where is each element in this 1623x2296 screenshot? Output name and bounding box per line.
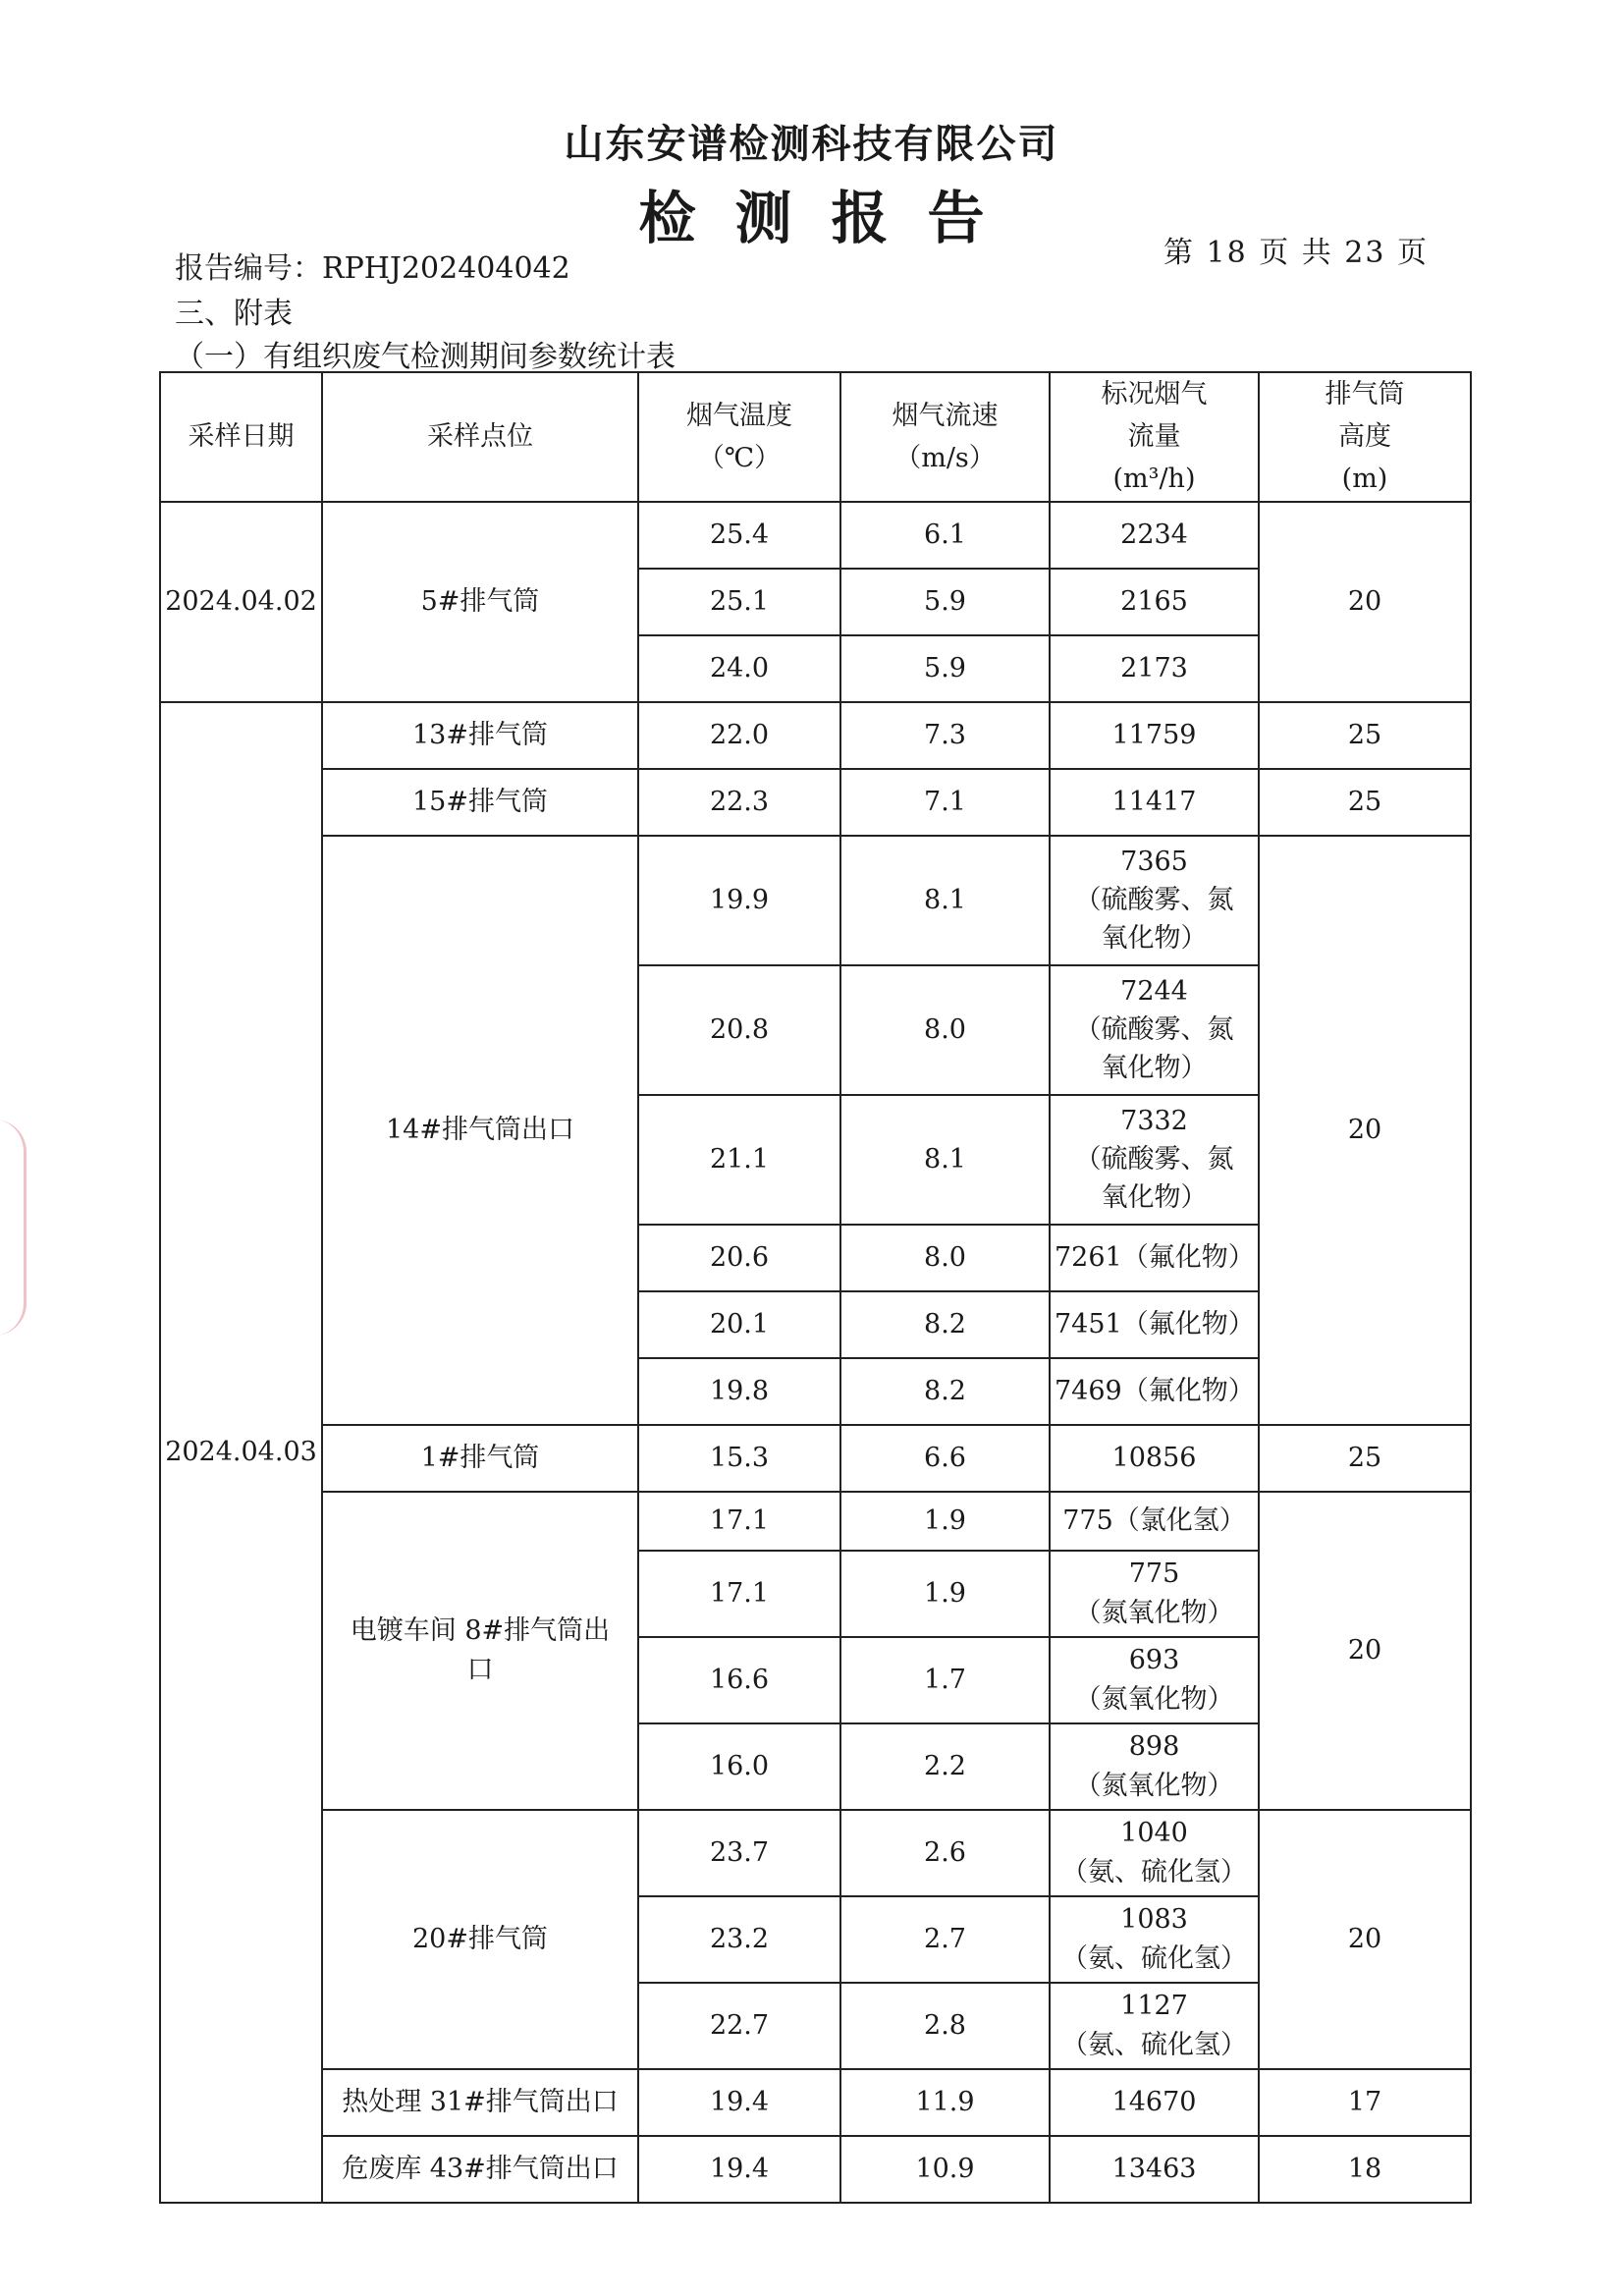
flow-cell: [1050, 1896, 1259, 1983]
velocity-value: 11.9: [915, 2086, 975, 2117]
sampling-point-cell: [322, 1492, 638, 1810]
flow-value: 7244: [1120, 975, 1188, 1007]
flow-cell: [1050, 635, 1259, 702]
sampling-point-cell: [322, 836, 638, 1425]
flow-value: 氧化物）: [1101, 1182, 1208, 1214]
temperature-value: 23.2: [709, 1923, 770, 1954]
velocity-cell: [840, 1291, 1050, 1358]
stack-height-value: 17: [1347, 2086, 1382, 2117]
subsection-heading: （一）有组织废气检测期间参数统计表: [175, 340, 676, 374]
table-row: [160, 2069, 1471, 2136]
velocity-cell: [840, 1358, 1050, 1425]
header-height: [1259, 372, 1471, 502]
flow-value: 775（氯化氢）: [1062, 1504, 1246, 1536]
velocity-cell: [840, 1723, 1050, 1810]
flow-value: （氮氧化物）: [1074, 1597, 1234, 1628]
velocity-cell: [840, 702, 1050, 769]
velocity-value: 5.9: [924, 652, 966, 683]
stack-height-cell: [1259, 502, 1471, 702]
table-body: [160, 502, 1471, 2203]
flow-cell: [1050, 1637, 1259, 1723]
table-row: [160, 836, 1471, 965]
stack-height-value: 25: [1347, 719, 1382, 750]
seal-stamp-edge: [0, 1120, 27, 1336]
header-temp: [638, 372, 840, 502]
header-date: 采样日期: [160, 372, 322, 502]
velocity-value: 6.6: [924, 1442, 966, 1473]
sampling-point: 5#排气筒: [420, 585, 540, 617]
flow-value: 1040: [1120, 1818, 1188, 1849]
velocity-value: 8.2: [924, 1308, 966, 1339]
header-speed-line: 烟气流速: [892, 400, 999, 431]
temperature-cell: [638, 769, 840, 836]
stack-height-cell: [1259, 1492, 1471, 1810]
sampling-point: 口: [466, 1654, 494, 1685]
temperature-cell: [638, 1095, 840, 1225]
section-heading: 三、附表: [175, 297, 293, 331]
table-row: [160, 702, 1471, 769]
sampling-date: 2024.04.03: [165, 1436, 317, 1467]
temperature-cell: [638, 1896, 840, 1983]
flow-value: （氨、硫化氢）: [1061, 1856, 1247, 1887]
velocity-value: 7.3: [924, 719, 966, 750]
header-temp-unit: （℃）: [697, 442, 782, 473]
stack-height-value: 25: [1347, 786, 1382, 817]
sampling-date-cell: [160, 702, 322, 2203]
company-name: 山东安谱检测科技有限公司: [564, 121, 1059, 167]
stack-height-cell: [1259, 702, 1471, 769]
header-flow: [1050, 372, 1259, 502]
temperature-value: 19.4: [709, 2086, 770, 2117]
temperature-cell: [638, 1810, 840, 1896]
velocity-cell: [840, 502, 1050, 569]
temperature-cell: [638, 1637, 840, 1723]
temperature-cell: [638, 1425, 840, 1492]
header-flow-line: 流量: [1127, 421, 1181, 453]
velocity-cell: [840, 1095, 1050, 1225]
flow-value: 11417: [1111, 786, 1197, 817]
flow-cell: [1050, 1983, 1259, 2069]
velocity-cell: [840, 1492, 1050, 1551]
sampling-point: 15#排气筒: [412, 786, 548, 817]
velocity-value: 1.9: [924, 1577, 966, 1609]
table-row: [160, 2136, 1471, 2203]
flow-cell: [1050, 2069, 1259, 2136]
flow-cell: [1050, 1358, 1259, 1425]
temperature-cell: [638, 502, 840, 569]
flow-cell: [1050, 836, 1259, 965]
velocity-value: 6.1: [924, 519, 966, 550]
temperature-value: 22.3: [709, 786, 770, 817]
temperature-cell: [638, 1492, 840, 1551]
flow-value: 10856: [1111, 1442, 1197, 1473]
velocity-value: 8.0: [924, 1241, 966, 1273]
flow-value: 13463: [1111, 2153, 1197, 2184]
velocity-cell: [840, 769, 1050, 836]
velocity-value: 8.0: [924, 1013, 966, 1045]
flow-cell: [1050, 769, 1259, 836]
temperature-cell: [638, 569, 840, 635]
velocity-cell: [840, 2136, 1050, 2203]
temperature-value: 15.3: [709, 1442, 770, 1473]
sampling-point-cell: [322, 1810, 638, 2069]
header-flow-unit: (m³/h): [1112, 464, 1196, 495]
flow-value: 775: [1128, 1558, 1180, 1590]
stack-height-cell: [1259, 836, 1471, 1425]
temperature-value: 22.7: [709, 2009, 770, 2041]
stack-height-value: 18: [1347, 2153, 1382, 2184]
flow-value: 14670: [1111, 2086, 1197, 2117]
header-speed-unit: （m/s）: [894, 442, 996, 473]
velocity-value: 5.9: [924, 585, 966, 617]
header-temp-line: 烟气温度: [686, 400, 792, 431]
header-speed: [840, 372, 1050, 502]
stack-height-value: 25: [1347, 1442, 1382, 1473]
temperature-value: 20.8: [709, 1013, 770, 1045]
flow-cell: [1050, 569, 1259, 635]
temperature-cell: [638, 1723, 840, 1810]
page-indicator: 第 18 页 共 23 页: [1163, 236, 1429, 270]
stack-height-cell: [1259, 2136, 1471, 2203]
velocity-value: 2.2: [924, 1750, 966, 1781]
velocity-value: 2.8: [924, 2009, 966, 2041]
temperature-value: 25.1: [709, 585, 770, 617]
flow-cell: [1050, 1492, 1259, 1551]
flow-value: 氧化物）: [1101, 923, 1208, 955]
header-point: 采样点位: [322, 372, 638, 502]
sampling-date-cell: [160, 502, 322, 702]
flow-value: 氧化物）: [1101, 1053, 1208, 1084]
velocity-value: 2.7: [924, 1923, 966, 1954]
velocity-value: 1.9: [924, 1504, 966, 1536]
flow-cell: [1050, 1291, 1259, 1358]
sampling-point-cell: [322, 502, 638, 702]
temperature-value: 19.8: [709, 1375, 770, 1406]
temperature-value: 16.6: [709, 1664, 770, 1695]
flow-value: （氮氧化物）: [1074, 1770, 1234, 1801]
sampling-point-cell: [322, 1425, 638, 1492]
flow-cell: [1050, 1095, 1259, 1225]
stack-height-value: 20: [1347, 1923, 1382, 1954]
flow-cell: [1050, 502, 1259, 569]
flow-value: 898: [1128, 1731, 1180, 1763]
flow-value: （硫酸雾、氮: [1074, 1013, 1234, 1045]
temperature-cell: [638, 1225, 840, 1291]
flow-value: 2173: [1120, 652, 1188, 683]
velocity-cell: [840, 1810, 1050, 1896]
sampling-point: 危废库 43#排气筒出口: [342, 2153, 619, 2184]
temperature-value: 23.7: [709, 1836, 770, 1868]
flow-cell: [1050, 1225, 1259, 1291]
flow-value: 7469（氟化物）: [1055, 1375, 1255, 1406]
temperature-cell: [638, 1291, 840, 1358]
flow-value: 1083: [1120, 1904, 1188, 1936]
temperature-cell: [638, 2136, 840, 2203]
velocity-value: 8.1: [924, 884, 966, 915]
header-height-unit: (m): [1341, 464, 1388, 495]
sampling-point-cell: [322, 702, 638, 769]
flow-value: （氨、硫化氢）: [1061, 2029, 1247, 2060]
velocity-cell: [840, 1896, 1050, 1983]
temperature-cell: [638, 1358, 840, 1425]
flow-value: 7332: [1120, 1105, 1188, 1136]
velocity-value: 1.7: [924, 1664, 966, 1695]
temperature-value: 24.0: [709, 652, 770, 683]
table-row: [160, 502, 1471, 569]
flow-cell: [1050, 2136, 1259, 2203]
velocity-cell: [840, 836, 1050, 965]
document-title: 检测报告: [638, 185, 1024, 251]
flow-cell: [1050, 702, 1259, 769]
temperature-cell: [638, 635, 840, 702]
sampling-point: 1#排气筒: [420, 1442, 540, 1473]
velocity-cell: [840, 1983, 1050, 2069]
sampling-point: 热处理 31#排气筒出口: [342, 2086, 619, 2117]
table-row: [160, 769, 1471, 836]
stack-height-cell: [1259, 2069, 1471, 2136]
report-number: 报告编号：RPHJ202404042: [175, 251, 570, 286]
stack-height-value: 20: [1347, 1114, 1382, 1145]
temperature-cell: [638, 2069, 840, 2136]
velocity-value: 8.1: [924, 1143, 966, 1175]
temperature-value: 25.4: [709, 519, 770, 550]
flow-value: （硫酸雾、氮: [1074, 1143, 1234, 1175]
flow-value: 693: [1128, 1645, 1180, 1676]
stack-height-value: 20: [1347, 585, 1382, 617]
flow-cell: [1050, 1723, 1259, 1810]
table-header-row: [160, 372, 1471, 502]
velocity-value: 10.9: [915, 2153, 975, 2184]
velocity-cell: [840, 635, 1050, 702]
header-height-line: 高度: [1338, 421, 1391, 453]
sampling-point-cell: [322, 769, 638, 836]
parameter-table: [159, 371, 1472, 2204]
flow-value: 11759: [1111, 719, 1197, 750]
sampling-point: 电镀车间 8#排气筒出: [350, 1615, 611, 1647]
temperature-cell: [638, 836, 840, 965]
flow-value: （氨、硫化氢）: [1061, 1942, 1247, 1974]
sampling-point: 20#排气筒: [412, 1923, 548, 1954]
velocity-cell: [840, 2069, 1050, 2136]
temperature-cell: [638, 1983, 840, 2069]
table-row: [160, 1492, 1471, 1551]
temperature-value: 21.1: [709, 1143, 770, 1175]
flow-value: 7365: [1120, 846, 1188, 877]
stack-height-value: 20: [1347, 1634, 1382, 1666]
table-row: [160, 1810, 1471, 1896]
stack-height-cell: [1259, 1425, 1471, 1492]
velocity-cell: [840, 1225, 1050, 1291]
temperature-value: 17.1: [709, 1577, 770, 1609]
velocity-cell: [840, 1637, 1050, 1723]
sampling-point-cell: [322, 2136, 638, 2203]
velocity-value: 7.1: [924, 786, 966, 817]
sampling-point-cell: [322, 2069, 638, 2136]
temperature-value: 19.4: [709, 2153, 770, 2184]
velocity-cell: [840, 965, 1050, 1095]
flow-value: 7261（氟化物）: [1055, 1241, 1255, 1273]
velocity-value: 8.2: [924, 1375, 966, 1406]
temperature-value: 20.6: [709, 1241, 770, 1273]
temperature-value: 16.0: [709, 1750, 770, 1781]
temperature-value: 22.0: [709, 719, 770, 750]
temperature-value: 17.1: [709, 1504, 770, 1536]
flow-cell: [1050, 1810, 1259, 1896]
sampling-date: 2024.04.02: [165, 585, 317, 617]
flow-cell: [1050, 965, 1259, 1095]
flow-value: 2234: [1120, 519, 1188, 550]
flow-cell: [1050, 1425, 1259, 1492]
flow-value: 7451（氟化物）: [1055, 1308, 1255, 1339]
flow-value: 1127: [1120, 1991, 1188, 2022]
flow-value: （氮氧化物）: [1074, 1683, 1234, 1715]
header-height-line: 排气筒: [1325, 379, 1405, 410]
header-flow-line: 标况烟气: [1101, 379, 1208, 410]
sampling-point: 13#排气筒: [412, 719, 548, 750]
stack-height-cell: [1259, 769, 1471, 836]
temperature-cell: [638, 1551, 840, 1637]
flow-value: 2165: [1120, 585, 1188, 617]
velocity-cell: [840, 1425, 1050, 1492]
velocity-value: 2.6: [924, 1836, 966, 1868]
temperature-cell: [638, 702, 840, 769]
sampling-point: 14#排气筒出口: [386, 1114, 574, 1145]
velocity-cell: [840, 1551, 1050, 1637]
temperature-cell: [638, 965, 840, 1095]
table-row: [160, 1425, 1471, 1492]
stack-height-cell: [1259, 1810, 1471, 2069]
velocity-cell: [840, 569, 1050, 635]
flow-cell: [1050, 1551, 1259, 1637]
temperature-value: 19.9: [709, 884, 770, 915]
temperature-value: 20.1: [709, 1308, 770, 1339]
flow-value: （硫酸雾、氮: [1074, 884, 1234, 915]
